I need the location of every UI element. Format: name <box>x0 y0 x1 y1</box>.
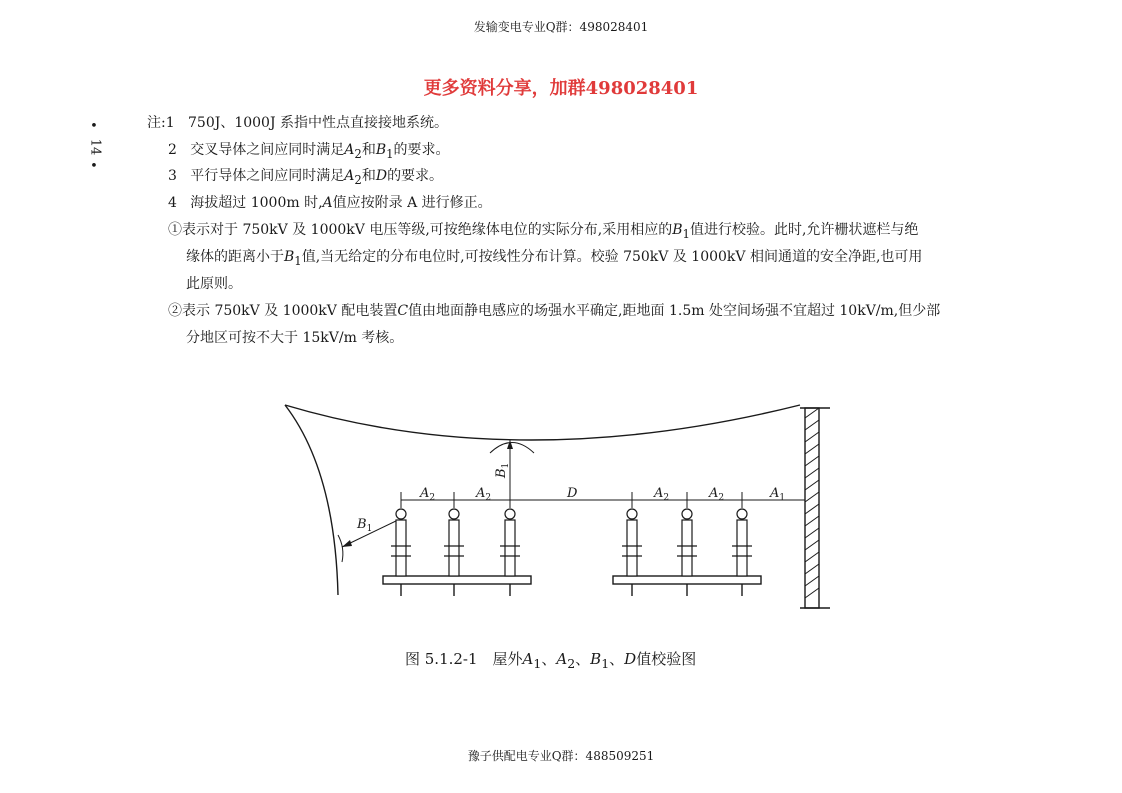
header-group-note: 发输变电专业Q群：498028401 <box>473 20 649 34</box>
circled-1-text-b: 值进行校验。此时,允许栅状遮栏与绝 <box>689 222 919 238</box>
label-a2-1: $A_2$ <box>420 486 436 503</box>
side-dot-bottom: • <box>90 159 98 174</box>
note-3-sub1: 2 <box>354 172 362 187</box>
promo-banner: 更多资料分享，加群498028401 <box>423 78 699 99</box>
note-2-mid: 和 <box>361 142 376 158</box>
b1-vertical-arrow <box>507 440 513 449</box>
circled-1-sub2: 1 <box>294 253 302 268</box>
note-1-num: 1 <box>165 115 175 131</box>
insulator-3 <box>500 509 520 576</box>
note-1-text: 750J、1000J 系指中性点直接接地系统。 <box>188 115 449 131</box>
label-a2-3: $A_2$ <box>654 486 670 503</box>
label-d: D <box>567 486 578 501</box>
note-2-sub2: 1 <box>386 146 394 161</box>
circled-1-text-a: 表示对于 750kV 及 1000kV 电压等级,可按绝缘体电位的实际分布,采用相应的 <box>182 222 673 238</box>
caption-suffix: 值校验图 <box>636 650 697 668</box>
notes-label: 注: <box>147 115 166 131</box>
note-2-num: 2 <box>168 142 177 158</box>
circled-1-var2: B <box>284 249 295 265</box>
note-4-post: 值应按附录 A 进行修正。 <box>332 195 492 211</box>
label-a2-4: $A_2$ <box>709 486 725 503</box>
circled-2-mark: ② <box>168 303 182 319</box>
caption-var-d: D <box>624 650 637 668</box>
note-4-pre: 海拔超过 1000m 时, <box>190 195 323 211</box>
note-4-var1: A <box>322 195 333 211</box>
circled-2-text-c: 分地区可按不大于 15kV/m 考核。 <box>186 330 404 346</box>
caption-sub-a2: 2 <box>567 656 576 671</box>
caption-var-a2: A <box>556 650 568 668</box>
circled-1-text-c: 缘体的距离小于 <box>186 249 284 265</box>
dimension-row <box>401 492 805 508</box>
note-3-post: 的要求。 <box>387 168 444 184</box>
side-dot-top: • <box>90 119 98 134</box>
insulator-6 <box>732 509 752 576</box>
caption-var-b1: B <box>590 650 602 668</box>
circled-1-mark: ① <box>168 222 182 238</box>
side-page-number-text: 14 <box>86 138 102 156</box>
circled-2-var1: C <box>397 303 409 319</box>
note-2-pre: 交叉导体之间应同时满足 <box>190 142 345 158</box>
insulator-group-left <box>383 576 531 596</box>
b1-left-arc <box>338 535 343 562</box>
note-2-var1: A <box>344 142 355 158</box>
caption-sub-b1: 1 <box>601 656 610 671</box>
note-3-num: 3 <box>168 168 177 184</box>
note-2-sub1: 2 <box>354 146 362 161</box>
insulator-4 <box>622 509 642 576</box>
label-a1: $A_1$ <box>770 486 786 503</box>
wall-hatching <box>805 408 819 598</box>
circled-2-text-a: 表示 750kV 及 1000kV 配电装置 <box>182 303 398 319</box>
caption-sub-a1: 1 <box>533 656 542 671</box>
label-a2-2: $A_2$ <box>476 486 492 503</box>
note-3-pre: 平行导体之间应同时满足 <box>190 168 345 184</box>
circled-2-text-b: 值由地面静电感应的场强水平确定,距地面 1.5m 处空间场强不宜超过 10kV/m,但少部 <box>408 303 941 319</box>
caption-prefix: 图 5.1.2-1 屋外 <box>405 650 523 668</box>
wall <box>800 408 830 608</box>
caption-var-a1: A <box>522 650 534 668</box>
note-4-num: 4 <box>168 195 177 211</box>
caption-sep-3: 、 <box>609 650 625 668</box>
caption-sep-1: 、 <box>541 650 557 668</box>
b1-slanted-arrow <box>342 540 352 547</box>
footer-group-note: 豫子供配电专业Q群：488509251 <box>467 749 655 763</box>
left-boundary-curve <box>285 405 338 595</box>
circled-1-text-e: 此原则。 <box>186 276 242 292</box>
insulator-2 <box>444 509 464 576</box>
circled-1-text-d: 值,当无给定的分布电位时,可按线性分布计算。校验 750kV 及 1000kV 相间通道的安全净距,也可用 <box>301 249 923 265</box>
insulator-1 <box>391 509 411 576</box>
label-b1-left: $B_1$ <box>357 517 373 534</box>
note-3-var1: A <box>344 168 355 184</box>
figure-caption <box>405 648 696 671</box>
label-b1-vertical: $B_1$ <box>494 462 511 478</box>
note-3-var2: D <box>375 168 388 184</box>
caption-sep-2: 、 <box>575 650 591 668</box>
insulator-5 <box>677 509 697 576</box>
circled-1-sub1: 1 <box>682 226 690 241</box>
note-2-post: 的要求。 <box>393 142 450 158</box>
note-3-mid: 和 <box>361 168 376 184</box>
upper-boundary-curve <box>285 405 800 440</box>
circled-1-var1: B <box>672 222 683 238</box>
note-2-var2: B <box>375 142 387 158</box>
insulator-group-right <box>613 576 761 596</box>
